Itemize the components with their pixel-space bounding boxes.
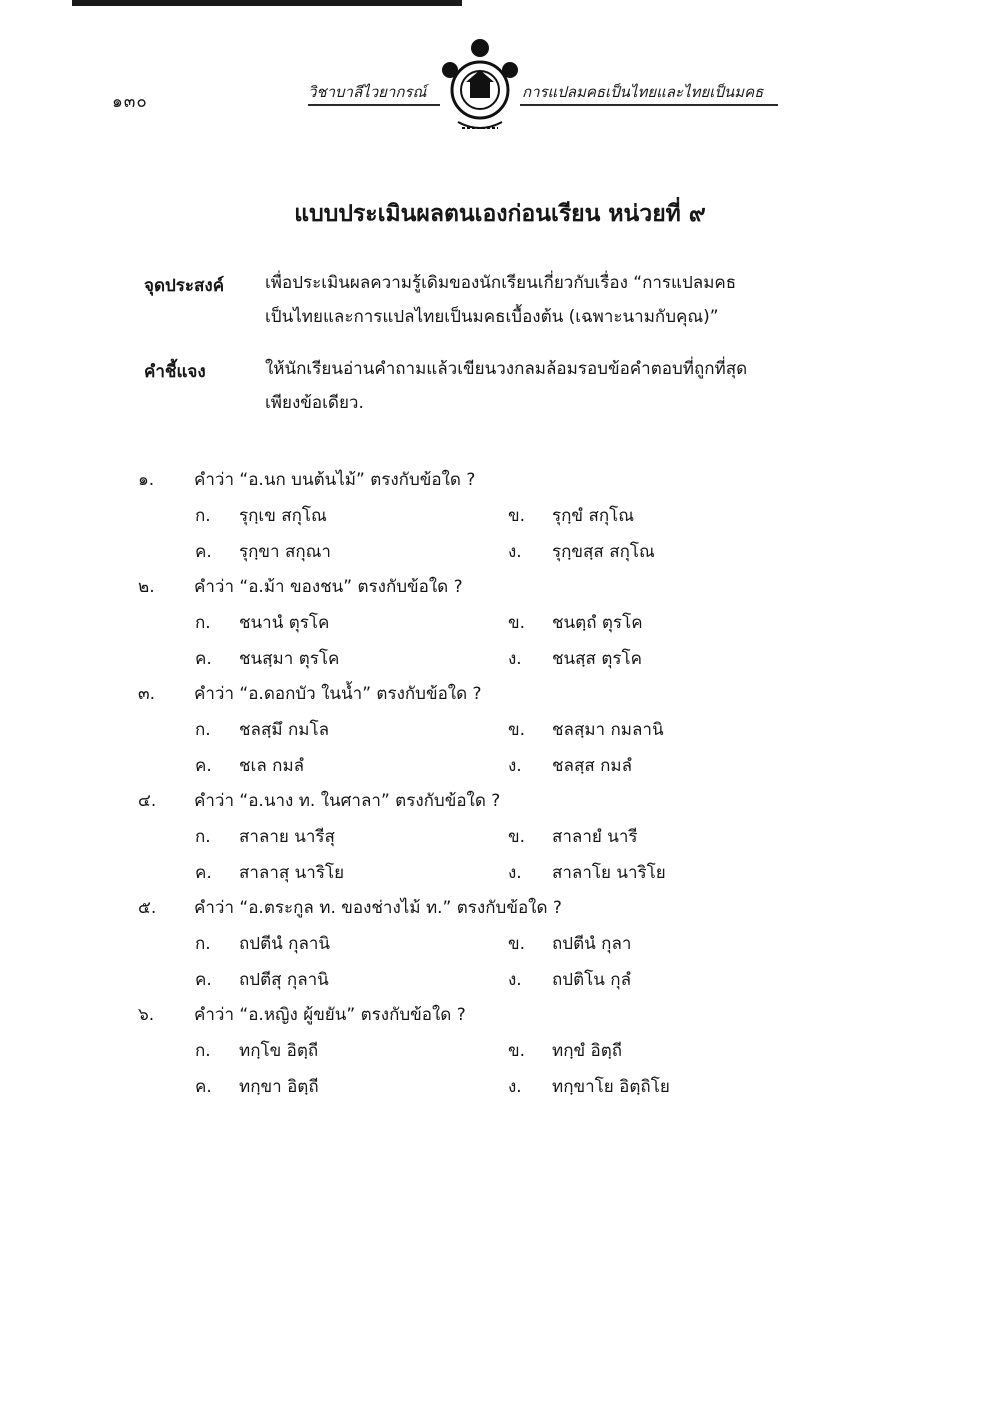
question-text: คำว่า “อ.หญิง ผู้ขยัน” ตรงกับข้อใด ?	[194, 1005, 466, 1025]
option-text: สาลาโย นาริโย	[552, 863, 666, 883]
option-text: รุกฺขสฺส สกุโณ	[552, 542, 655, 562]
option-letter: ค.	[195, 970, 212, 990]
objective-text	[265, 266, 845, 334]
option-text: ถปติโน กุลํ	[552, 970, 631, 990]
option-text: รุกฺขํ สกุโณ	[552, 506, 635, 526]
option-letter: ก.	[195, 720, 211, 740]
option-text: ถปตีนํ กุลา	[552, 934, 632, 954]
option-letter: ค.	[195, 649, 212, 669]
option-letter: ข.	[508, 720, 526, 740]
question-text: คำว่า “อ.ตระกูล ท. ของช่างไม้ ท.” ตรงกับข้อใด ?	[194, 898, 562, 918]
option-text: ทกฺโข อิตฺถี	[239, 1041, 319, 1061]
option-letter: ข.	[508, 613, 526, 633]
option-letter: ง.	[508, 756, 522, 776]
header-subject-title: วิชาบาลีไวยากรณ์	[308, 83, 427, 101]
instructions-text	[265, 352, 845, 420]
question-number: ๖.	[138, 1005, 155, 1025]
option-text: ทกฺขาโย อิตฺถิโย	[552, 1077, 670, 1097]
question-text: คำว่า “อ.ม้า ของชน” ตรงกับข้อใด ?	[194, 577, 463, 597]
page-number: ๑๓๐	[112, 92, 148, 112]
option-letter: ข.	[508, 934, 526, 954]
option-letter: ข.	[508, 506, 526, 526]
school-emblem-logo	[440, 38, 520, 138]
option-letter: ก.	[195, 934, 211, 954]
objective-line-1: เพื่อประเมินผลความรู้เดิมของนักเรียนเกี่ยวกับเรื่อง “การแปลมคธ	[265, 273, 737, 293]
option-text: สาลาย นารีสุ	[239, 827, 335, 847]
question-number: ๕.	[138, 898, 157, 918]
question-number: ๑.	[138, 470, 155, 490]
option-text: สาลาสุ นาริโย	[239, 863, 345, 883]
option-text: ชนตฺถํ ตุรโค	[552, 613, 643, 633]
option-letter: ข.	[508, 827, 526, 847]
instructions-line-2: เพียงข้อเดียว.	[265, 393, 364, 413]
option-text: ชลสฺส กมลํ	[552, 756, 633, 776]
option-text: ชนสฺส ตุรโค	[552, 649, 642, 669]
option-letter: ค.	[195, 863, 212, 883]
question-text: คำว่า “อ.นก บนต้นไม้” ตรงกับข้อใด ?	[194, 470, 476, 490]
option-letter: ค.	[195, 756, 212, 776]
option-letter: ง.	[508, 649, 522, 669]
instructions-line-1: ให้นักเรียนอ่านคำถามแล้วเขียนวงกลมล้อมรอบข้อคำตอบที่ถูกที่สุด	[265, 359, 748, 379]
page-title: แบบประเมินผลตนเองก่อนเรียน หน่วยที่ ๙	[294, 201, 706, 227]
option-text: ถปตีสุ กุลานิ	[239, 970, 329, 990]
option-text: ถปตีนํ กุลานิ	[239, 934, 331, 954]
option-text: ทกฺขํ อิตฺถี	[552, 1041, 623, 1061]
objective-label: จุดประสงค์	[144, 276, 225, 296]
question-text: คำว่า “อ.ดอกบัว ในน้ำ” ตรงกับข้อใด ?	[194, 684, 482, 704]
top-edge-bar	[72, 0, 462, 6]
option-letter: ค.	[195, 1077, 212, 1097]
option-letter: ก.	[195, 506, 211, 526]
option-letter: ง.	[508, 1077, 522, 1097]
question-text: คำว่า “อ.นาง ท. ในศาลา” ตรงกับข้อใด ?	[194, 791, 501, 811]
option-letter: ง.	[508, 863, 522, 883]
header-rule	[308, 104, 778, 106]
option-text: ชนานํ ตุรโค	[239, 613, 330, 633]
objective-line-2: เป็นไทยและการแปลไทยเป็นมคธเบื้องต้น (เฉพาะนามกับคุณ)”	[265, 307, 719, 327]
option-text: ชลสฺมึ กมโล	[239, 720, 329, 740]
option-letter: ก.	[195, 613, 211, 633]
option-text: ชเล กมลํ	[239, 756, 305, 776]
option-letter: ก.	[195, 827, 211, 847]
option-text: รุกฺเข สกุโณ	[239, 506, 327, 526]
option-text: ทกฺขา อิตฺถี	[239, 1077, 319, 1097]
question-number: ๓.	[138, 684, 156, 704]
header-chapter-title: การแปลมคธเป็นไทยและไทยเป็นมคธ	[522, 83, 764, 101]
option-text: รุกฺขา สกุณา	[239, 542, 331, 562]
question-number: ๒.	[138, 577, 155, 597]
option-letter: ข.	[508, 1041, 526, 1061]
option-text: ชลสฺมา กมลานิ	[552, 720, 664, 740]
instructions-label: คำชี้แจง	[144, 362, 206, 382]
option-text: ชนสฺมา ตุรโค	[239, 649, 340, 669]
option-letter: ง.	[508, 970, 522, 990]
question-number: ๔.	[138, 791, 157, 811]
option-letter: ก.	[195, 1041, 211, 1061]
option-text: สาลายํ นารี	[552, 827, 638, 847]
option-letter: ค.	[195, 542, 212, 562]
option-letter: ง.	[508, 542, 522, 562]
